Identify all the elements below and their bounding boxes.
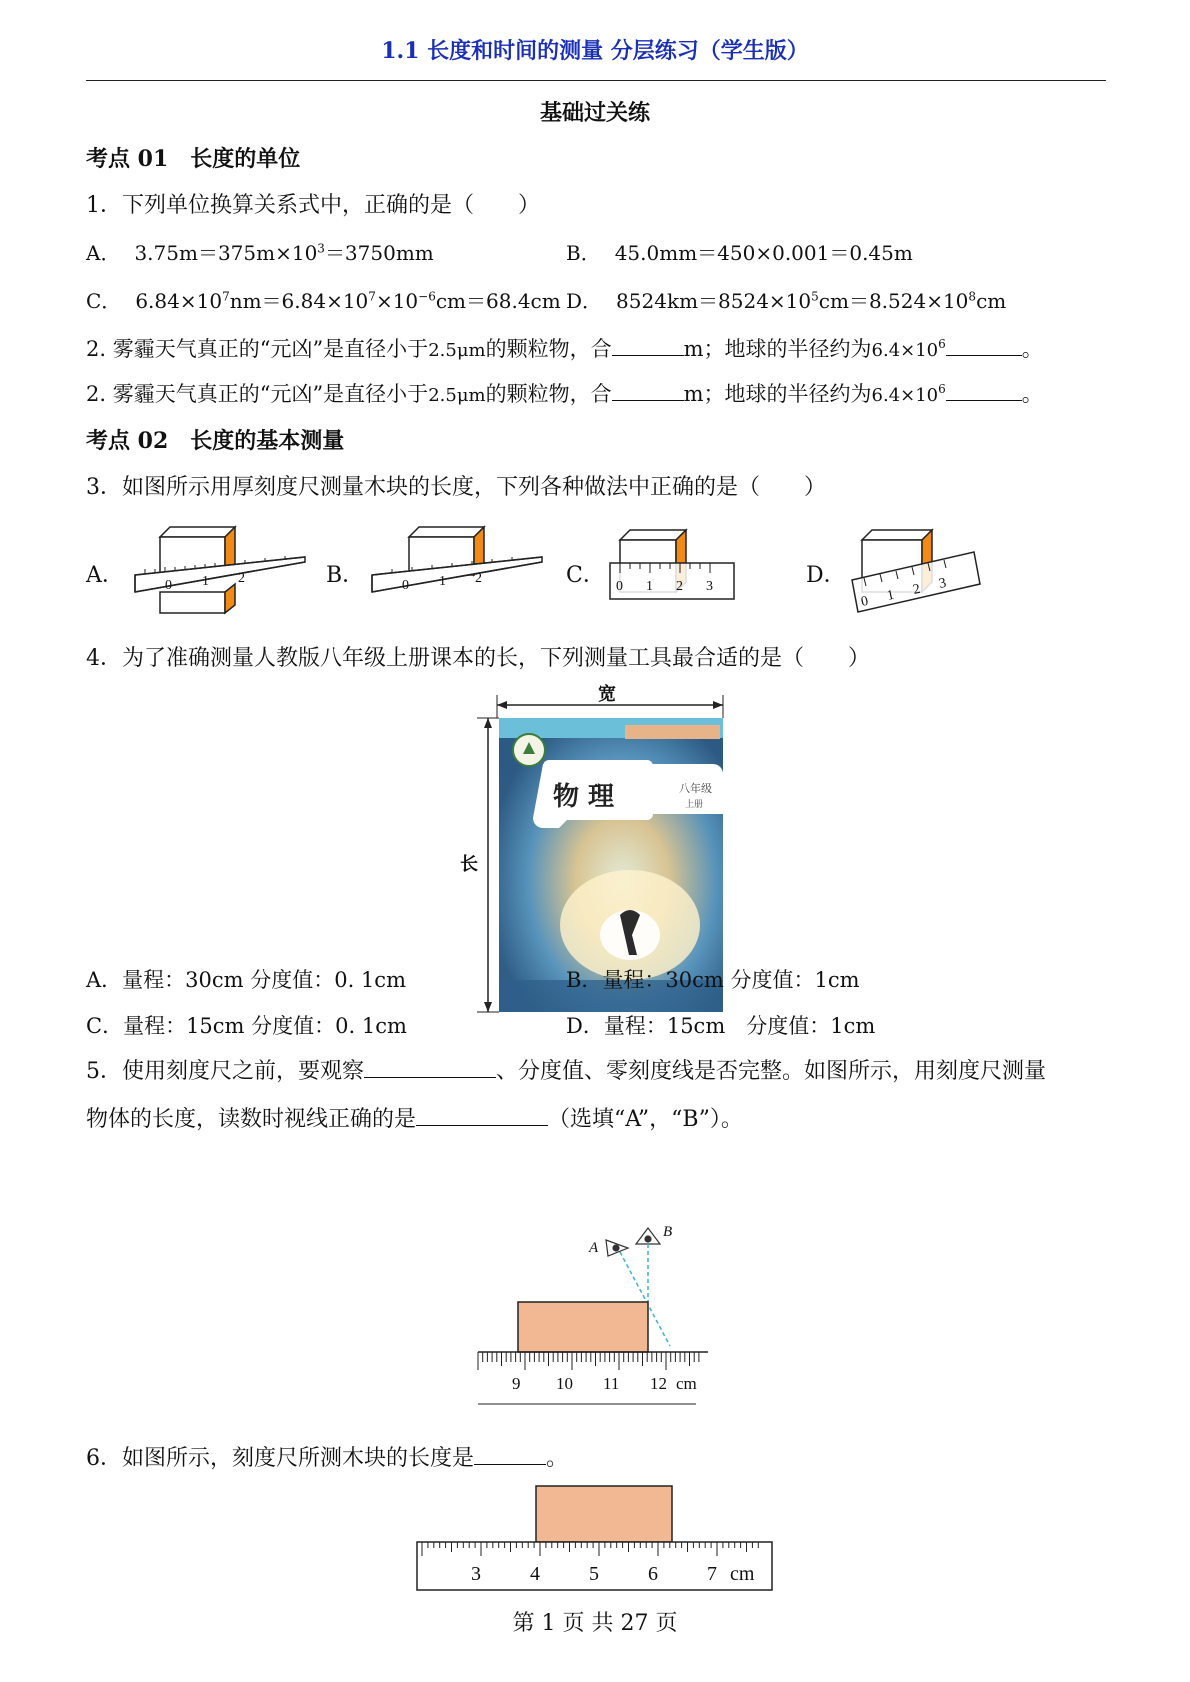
q3-label-a: A．	[86, 563, 124, 588]
q5-tick-12: 12	[650, 1374, 667, 1393]
q6-tick-4: 4	[530, 1563, 540, 1585]
q6-tick-3: 3	[471, 1563, 481, 1585]
q5-tick-9: 9	[512, 1374, 521, 1393]
q3-label-c: C．	[566, 563, 605, 588]
q3d-tick-2: 2	[911, 581, 922, 598]
q3-figure-b	[362, 522, 552, 617]
q5-eye-a-label: A	[589, 1240, 599, 1256]
section-title: 基础过关练	[539, 100, 650, 126]
question-3-stem: 3．如图所示用厚刻度尺测量木块的长度，下列各种做法中正确的是（ ）	[86, 475, 826, 500]
q3c-tick-1: 1	[646, 579, 653, 594]
q4-option-b: B．量程：30cm 分度值：1cm	[566, 968, 860, 992]
q4-option-d: D．量程：15cm 分度值：1cm	[566, 1014, 876, 1038]
q5-tick-11: 11	[603, 1374, 620, 1393]
q4-length-label: 长	[460, 854, 478, 875]
q3-figure-a	[125, 522, 315, 617]
question-6-stem: 6．如图所示，刻度尺所测木块的长度是 。	[86, 1446, 569, 1471]
q3b-tick-2: 2	[475, 571, 482, 586]
q3c-tick-3: 3	[706, 579, 713, 594]
title-divider	[86, 80, 1106, 81]
question-2-line-duplicate: 2. 雾霾天气真正的“元凶”是直径小于2.5μm的颗粒物，合 m；地球的半径约为$6.4\times 10^6$ 。	[86, 382, 1043, 406]
q4-option-a: A．量程：30cm 分度值：0. 1cm	[86, 968, 406, 992]
q3d-tick-0: 0	[859, 593, 870, 610]
topic-01-label: 考点 01 长度的单位	[86, 146, 301, 172]
q5-unit: cm	[676, 1374, 697, 1393]
q3d-tick-1: 1	[885, 587, 896, 604]
page-footer: 第 1 页 共 27 页	[512, 1611, 678, 1636]
page-title: 1.1 长度和时间的测量 分层练习（学生版）	[381, 38, 809, 64]
q4-book-title: 物 理	[553, 782, 615, 812]
q3b-tick-0: 0	[402, 578, 409, 593]
q3-figure-d	[848, 522, 988, 617]
q5-eye-a-icon	[606, 1240, 628, 1256]
topic-02-label: 考点 02 长度的基本测量	[86, 428, 345, 454]
q4-width-label: 宽	[598, 684, 616, 705]
q4-book-volume: 上册	[685, 800, 704, 810]
question-2-line: 2. 雾霾天气真正的“元凶”是直径小于2.5μm的颗粒物，合 m；地球的半径约为$6.4\times 10^6$ 。	[86, 337, 1043, 361]
q3a-tick-0: 0	[165, 578, 172, 593]
q3-figure-c	[606, 525, 746, 610]
question-4-stem: 4．为了准确测量人教版八年级上册课本的长，下列测量工具最合适的是（ ）	[86, 646, 870, 671]
q3b-tick-1: 1	[439, 574, 446, 589]
q3a-tick-2: 2	[238, 571, 245, 586]
q6-unit: cm	[730, 1563, 755, 1585]
q3c-tick-0: 0	[616, 579, 623, 594]
q1-option-c: C． $6.84\times 10^7nm=6.84\times 10^7\times 10^{-6}cm=68.4cm$	[86, 289, 561, 313]
q4-book-grade: 八年级	[679, 782, 712, 795]
question-5-line-1: 5．使用刻度尺之前，要观察 、分度值、零刻度线是否完整。如图所示，用刻度尺测量	[86, 1059, 1047, 1084]
q4-option-c: C．量程：15cm 分度值：0. 1cm	[86, 1014, 407, 1038]
q1-option-a: A． $3.75m=375m\times 10^3=3750mm$	[86, 241, 434, 265]
q1-option-d: D． $8524km=8524\times 10^5cm=8.524\times 10^8cm$	[566, 289, 1007, 313]
q5-eye-b-icon	[636, 1228, 660, 1244]
q3a-tick-1: 1	[202, 574, 209, 589]
q5-tick-10: 10	[556, 1374, 573, 1393]
question-1-stem: 1．下列单位换算关系式中，正确的是（ ）	[86, 193, 540, 218]
q6-tick-7: 7	[707, 1563, 717, 1585]
q5-ruler-figure	[470, 1222, 720, 1407]
q3c-tick-2: 2	[676, 579, 683, 594]
q3-label-b: B．	[326, 563, 365, 588]
q6-tick-5: 5	[589, 1563, 599, 1585]
q6-ruler-figure	[412, 1484, 782, 1594]
q3d-tick-3: 3	[937, 575, 948, 592]
q6-tick-6: 6	[648, 1563, 658, 1585]
q5-eye-b-label: B	[663, 1224, 673, 1240]
question-5-line-2: 物体的长度，读数时视线正确的是 （选填“A”，“B”）。	[86, 1107, 743, 1132]
q3-label-d: D．	[806, 563, 846, 588]
q1-option-b: B． 45.0mm＝450×0.001＝0.45m	[566, 241, 913, 265]
